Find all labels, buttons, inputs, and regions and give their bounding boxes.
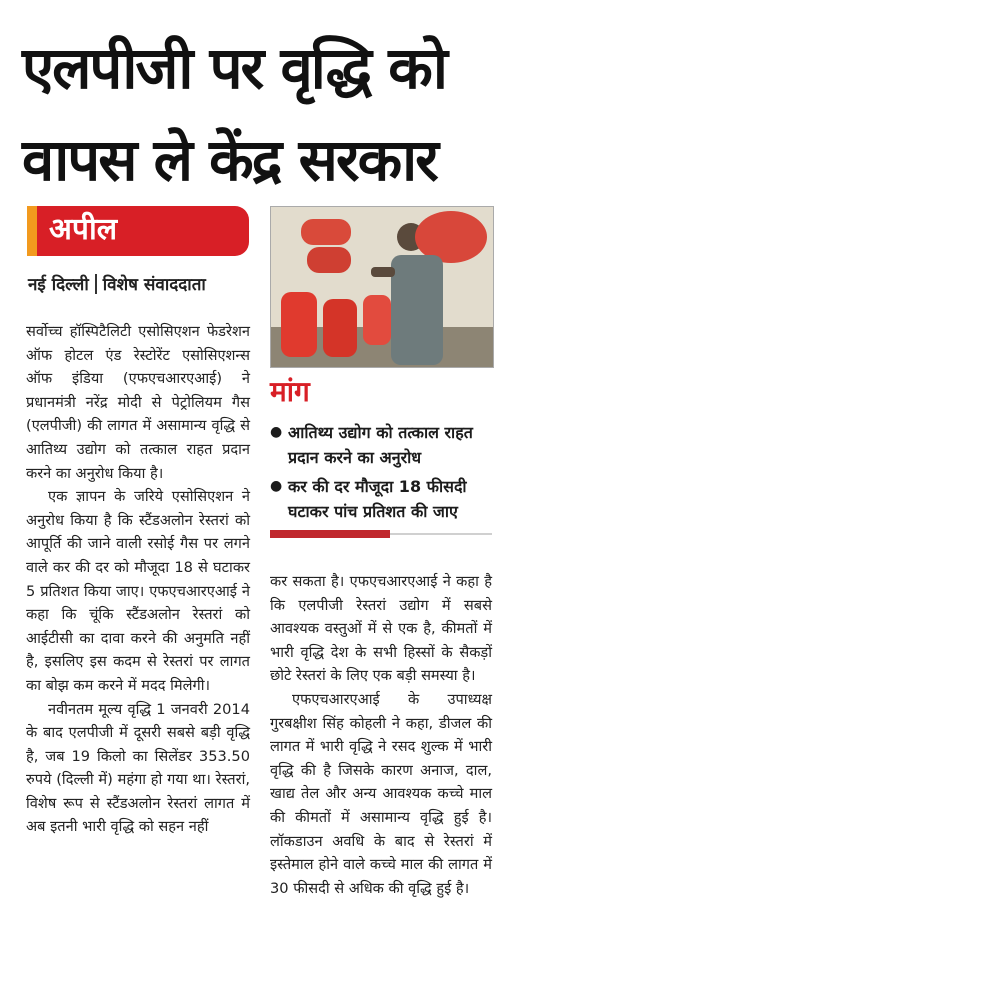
headline-line-2: वापस ले केंद्र सरकार	[22, 126, 437, 194]
paragraph-5: एफएचआरएआई के उपाध्यक्ष गुरबक्षीश सिंह कोहली ने कहा, डीजल की लागत में भारी वृद्धि ने रसद शुल्क में भारी वृद्धि की है जिसके कारण अनाज, दाल, खाद्य तेल और अन्य आवश्यक कच्चे माल की कीमतों में असामान्य वृद्धि हुई है। लॉकडाउन अवधि के बाद से रेस्तरां में इस्तेमाल होने वाले कच्चे माल की लागत में 30 फीसदी से अधिक की वृद्धि हुई है।	[270, 690, 492, 897]
demand-list	[270, 420, 492, 528]
paragraph-2: एक ज्ञापन के जरिये एसोसिएशन ने अनुरोध किया है कि स्टैंडअलोन रेस्तरां को आपूर्ति की जाने वाली रसोई गैस पर लगने वाले कर की दर को मौजूदा 18 से घटाकर 5 प्रतिशत किया जाए। एफएचआरएआई ने कहा कि चूंकि स्टैंडअलोन रेस्तरां को आईटीसी का दावा करने की अनुमति नहीं है, इसलिए इस कदम से रेस्तरां पर लागत का बोझ कम करने में मदद मिलेगी।	[26, 488, 250, 694]
dateline-reporter: विशेष संवाददाता	[102, 275, 206, 295]
headline-line-1: एलपीजी पर वृद्धि को	[22, 34, 446, 102]
kicker-label	[27, 206, 249, 256]
paragraph-3: नवीनतम मूल्य वृद्धि 1 जनवरी 2014 के बाद एलपीजी में दूसरी सबसे बड़ी वृद्धि है, जब 19 किलो का सिलेंडर 353.50 रुपये (दिल्ली में) महंगा हो गया था। रेस्तरां, विशेष रूप से स्टैंडअलोन रेस्तरां लागत में अब इतनी भारी वृद्धि को सहन नहीं	[26, 700, 250, 836]
demand-item: ● कर की दर मौजूदा 18 फीसदी घटाकर पांच प्रतिशत की जाए	[270, 474, 492, 524]
demand-box-title: मांग	[270, 375, 310, 408]
kicker-text: अपील	[49, 212, 118, 247]
dateline-separator	[95, 274, 97, 294]
gas-cylinder-photo	[270, 206, 494, 368]
kicker-accent-bar	[27, 206, 37, 256]
headline	[22, 22, 512, 206]
gas-cylinder-photo-illustration	[271, 207, 493, 367]
article-column-1	[26, 320, 250, 839]
dateline	[28, 272, 206, 295]
dateline-place: नई दिल्ली	[28, 275, 89, 295]
demand-item: ● आतिथ्य उद्योग को तत्काल राहत प्रदान करने का अनुरोध	[270, 420, 492, 470]
paragraph-4: कर सकता है। एफएचआरएआई ने कहा है कि एलपीजी रेस्तरां उद्योग में सबसे आवश्यक वस्तुओं में से एक है, कीमतों में भारी वृद्धि देश के सभी हिस्सों के सैकड़ों छोटे रेस्तरां के लिए एक बड़ी समस्या है।	[270, 573, 492, 685]
demand-box-accent-rule	[270, 530, 390, 538]
article-column-2	[270, 570, 492, 900]
paragraph-1: सर्वोच्च हॉस्पिटैलिटी एसोसिएशन फेडरेशन ऑफ होटल एंड रेस्टोरेंट एसोसिएशन्स ऑफ इंडिया (एफएचआरएआई) ने प्रधानमंत्री नरेंद्र मोदी से पेट्रोलियम गैस (एलपीजी) की लागत में असामान्य वृद्धि से आतिथ्य उद्योग को तत्काल राहत प्रदान करने का अनुरोध किया है।	[26, 323, 250, 482]
